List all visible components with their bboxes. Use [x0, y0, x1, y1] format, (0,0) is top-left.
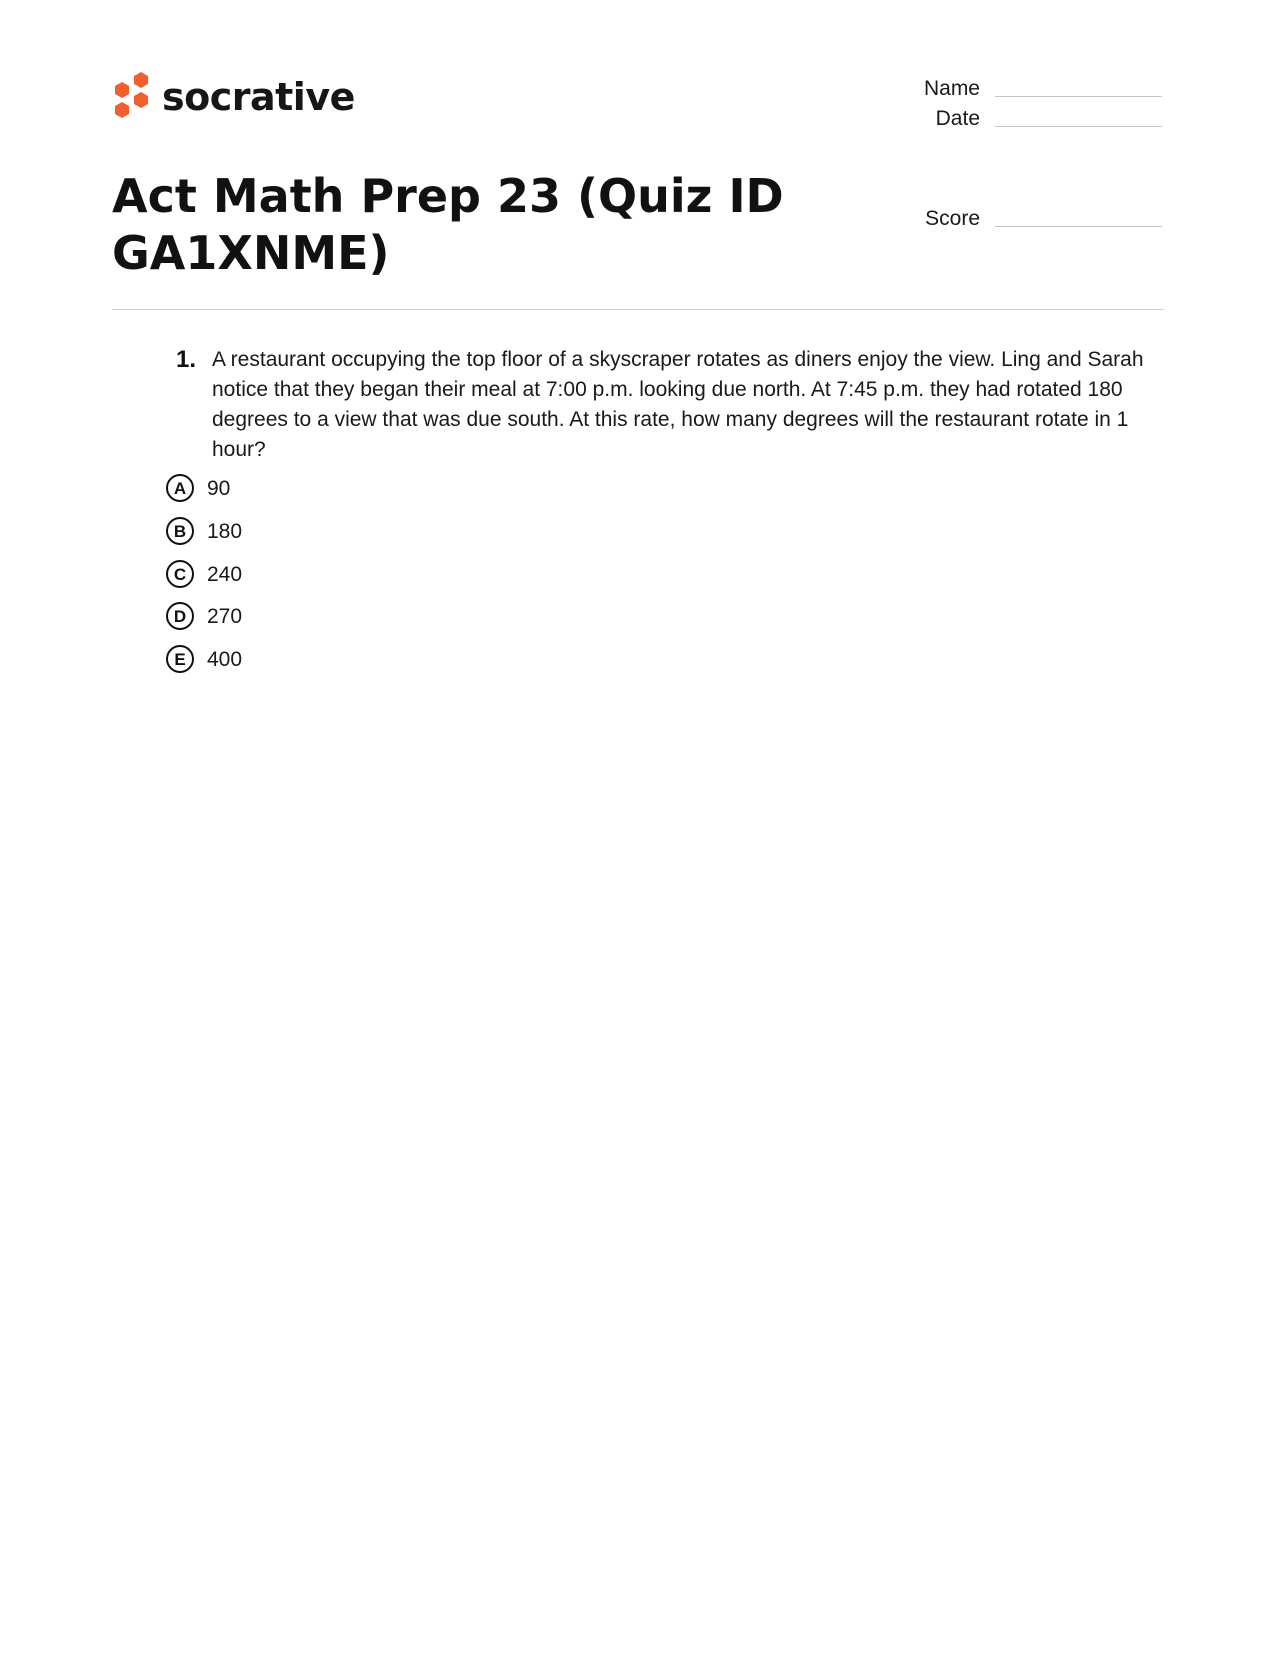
score-line[interactable]	[995, 226, 1162, 227]
choice-text: 240	[207, 562, 243, 586]
date-label: Date	[935, 107, 980, 130]
choice-text: 400	[207, 647, 243, 671]
choice-text: 270	[207, 604, 243, 628]
choice-text: 180	[207, 519, 243, 543]
choice-bubble[interactable]: D	[166, 602, 194, 630]
question-number: 1.	[176, 346, 197, 373]
choice-text: 90	[207, 476, 231, 500]
score-field[interactable]	[840, 208, 1165, 229]
choice-bubble[interactable]: C	[166, 560, 194, 588]
name-field[interactable]	[840, 78, 1165, 99]
socrative-logo	[112, 72, 355, 122]
brand-wordmark: socrative	[162, 75, 355, 119]
choice-b[interactable]	[166, 517, 242, 545]
choice-bubble[interactable]: A	[166, 474, 194, 502]
student-info-fields	[840, 0, 1165, 260]
question-text: A restaurant occupying the top floor of a skyscraper rotates as diners enjoy the view. Ling and Sarah notice that they began their meal at 7:00 p.m. looking due north. At 7:45 p.m. they had rotated 180 degrees to a view that was due south. At this rate, how many degrees will the restaurant rotate in 1 hour?	[212, 348, 1144, 461]
choice-d[interactable]	[166, 602, 242, 630]
score-label: Score	[925, 207, 980, 230]
date-field[interactable]	[840, 108, 1165, 129]
date-line[interactable]	[995, 126, 1162, 127]
name-line[interactable]	[995, 96, 1162, 97]
quiz-title: Act Math Prep 23 (Quiz ID GA1XNME)	[112, 169, 784, 280]
choice-bubble[interactable]: E	[166, 645, 194, 673]
choice-a[interactable]	[166, 474, 230, 502]
choice-c[interactable]	[166, 560, 242, 588]
hexagon-cluster-icon	[112, 72, 152, 122]
choice-bubble[interactable]: B	[166, 517, 194, 545]
name-label: Name	[923, 77, 980, 100]
choice-e[interactable]	[166, 645, 242, 673]
header-divider	[112, 309, 1164, 310]
